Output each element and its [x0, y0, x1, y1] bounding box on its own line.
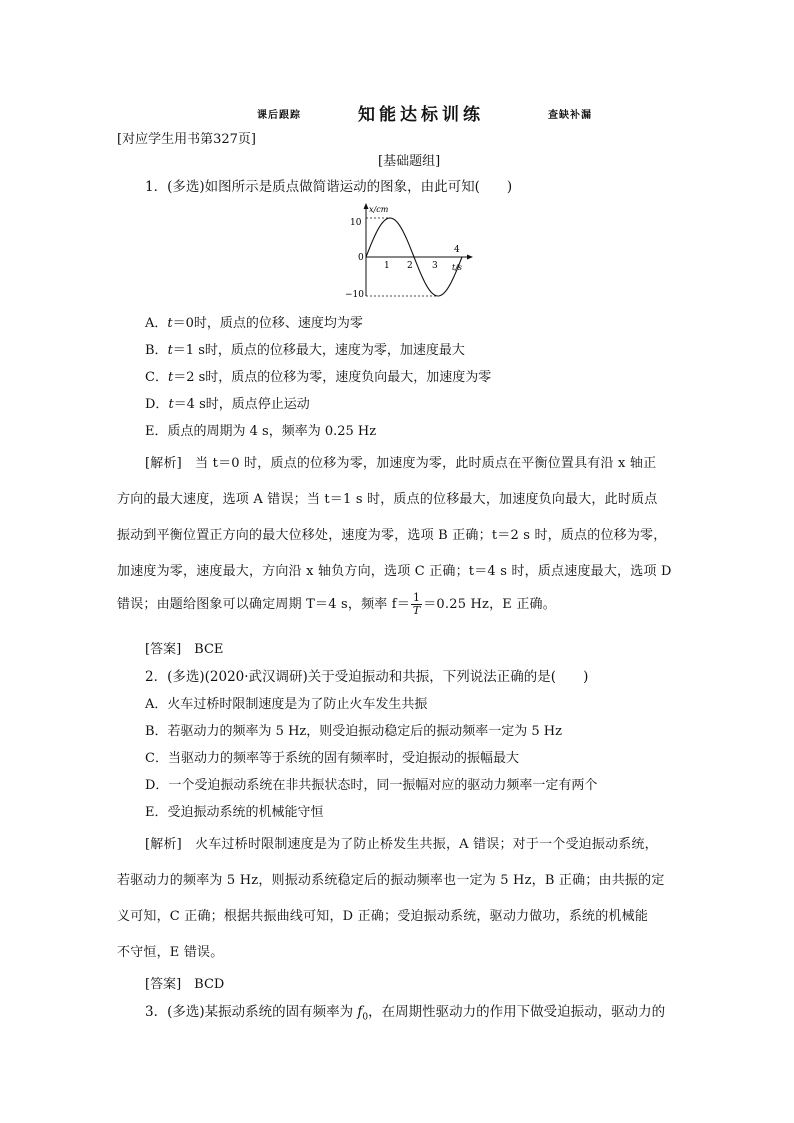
q2-explanation-line-3: 义可知，C 正确；根据共振曲线可知，D 正确；受迫振动系统，驱动力做功，系统的机械能	[117, 909, 649, 924]
header-left-tag: 课后跟踪	[257, 110, 301, 121]
x-tick-2: 2	[407, 261, 413, 271]
x-axis-arrow	[467, 255, 473, 260]
q1-explanation-line-1: [解析] 当 t＝0 时，质点的位移为零，加速度为零，此时质点在平衡位置具有沿 x 轴正	[145, 456, 657, 471]
q1-explanation-line-3: 振动到平衡位置正方向的最大位移处，速度为零，选项 B 正确；t＝2 s 时，质点的位移为零，	[117, 528, 667, 543]
x-tick-4: 4	[454, 245, 460, 255]
x-axis-label: t/s	[452, 263, 463, 272]
q1-option-a: A．t＝0时，质点的位移、速度均为零	[145, 316, 363, 331]
x-tick-3: 3	[432, 261, 438, 271]
y-axis-arrow	[364, 203, 369, 209]
frequency-fraction: $\frac{1}{T}$	[412, 591, 421, 617]
header-right-tag: 查缺补漏	[548, 110, 592, 121]
q2-option-a: A．火车过桥时限制速度是为了防止火车发生共振	[145, 697, 428, 712]
q1-explanation-line-4: 加速度为零，速度最大，方向沿 x 轴负方向，选项 C 正确；t＝4 s 时，质点速度最大，选项 D	[117, 564, 672, 579]
question-2-stem: 2．(多选)(2020·武汉调研)关于受迫振动和共振，下列说法正确的是( )	[145, 669, 589, 685]
q1-option-c: C．t＝2 s时，质点的位移为零，速度负向最大，加速度为零	[145, 370, 492, 385]
book-page-reference: [对应学生用书第327页]	[117, 132, 256, 147]
page-title: 知能达标训练	[358, 105, 484, 125]
y-tick-10: 10	[350, 218, 362, 228]
q2-explanation-line-2: 若驱动力的频率为 5 Hz，则振动系统稳定后的振动频率也一定为 5 Hz，B 正确；由共振的定	[117, 873, 665, 888]
y-tick-neg10: −10	[345, 290, 364, 300]
question-1-stem: 1．(多选)如图所示是质点做简谐运动的图象，由此可知( )	[145, 179, 513, 195]
q1-option-e: E．质点的周期为 4 s，频率为 0.25 Hz	[145, 424, 377, 439]
y-axis-label: x/cm	[369, 205, 389, 214]
q2-option-d: D．一个受迫振动系统在非共振状态时，同一振幅对应的驱动力频率一定有两个	[145, 778, 598, 793]
q1-option-b: B．t＝1 s时，质点的位移最大，速度为零，加速度最大	[145, 343, 465, 358]
q2-option-b: B．若驱动力的频率为 5 Hz，则受迫振动稳定后的振动频率一定为 5 Hz	[145, 724, 562, 739]
q1-explanation-line-2: 方向的最大速度，选项 A 错误；当 t＝1 s 时，质点的位移最大，加速度负向最大，此时质点	[117, 492, 658, 507]
question-3-stem: 3．(多选)某振动系统的固有频率为 $f_0$，在周期性驱动力的作用下做受迫振动，驱动力的	[145, 1004, 666, 1023]
x-tick-1: 1	[384, 261, 390, 271]
q2-answer: [答案] BCD	[145, 977, 225, 992]
shm-graph	[340, 200, 480, 302]
q2-explanation-line-1: [解析] 火车过桥时限制速度是为了防止桥发生共振，A 错误；对于一个受迫振动系统，	[145, 837, 658, 852]
q1-explanation-line-5: 错误；由题给图象可以确定周期 T＝4 s，频率 f＝ $\frac{1}{T}$ ＝0.25 Hz，E 正确。	[117, 591, 556, 617]
q1-answer: [答案] BCE	[145, 642, 224, 657]
q2-explanation-line-4: 不守恒，E 错误。	[117, 945, 224, 960]
q1-option-d: D．t＝4 s时，质点停止运动	[145, 397, 310, 412]
q2-option-e: E．受迫振动系统的机械能守恒	[145, 805, 324, 820]
y-tick-0: 0	[358, 253, 364, 263]
section-heading: [基础题组]	[378, 154, 441, 169]
q2-option-c: C．当驱动力的频率等于系统的固有频率时，受迫振动的振幅最大	[145, 751, 519, 766]
